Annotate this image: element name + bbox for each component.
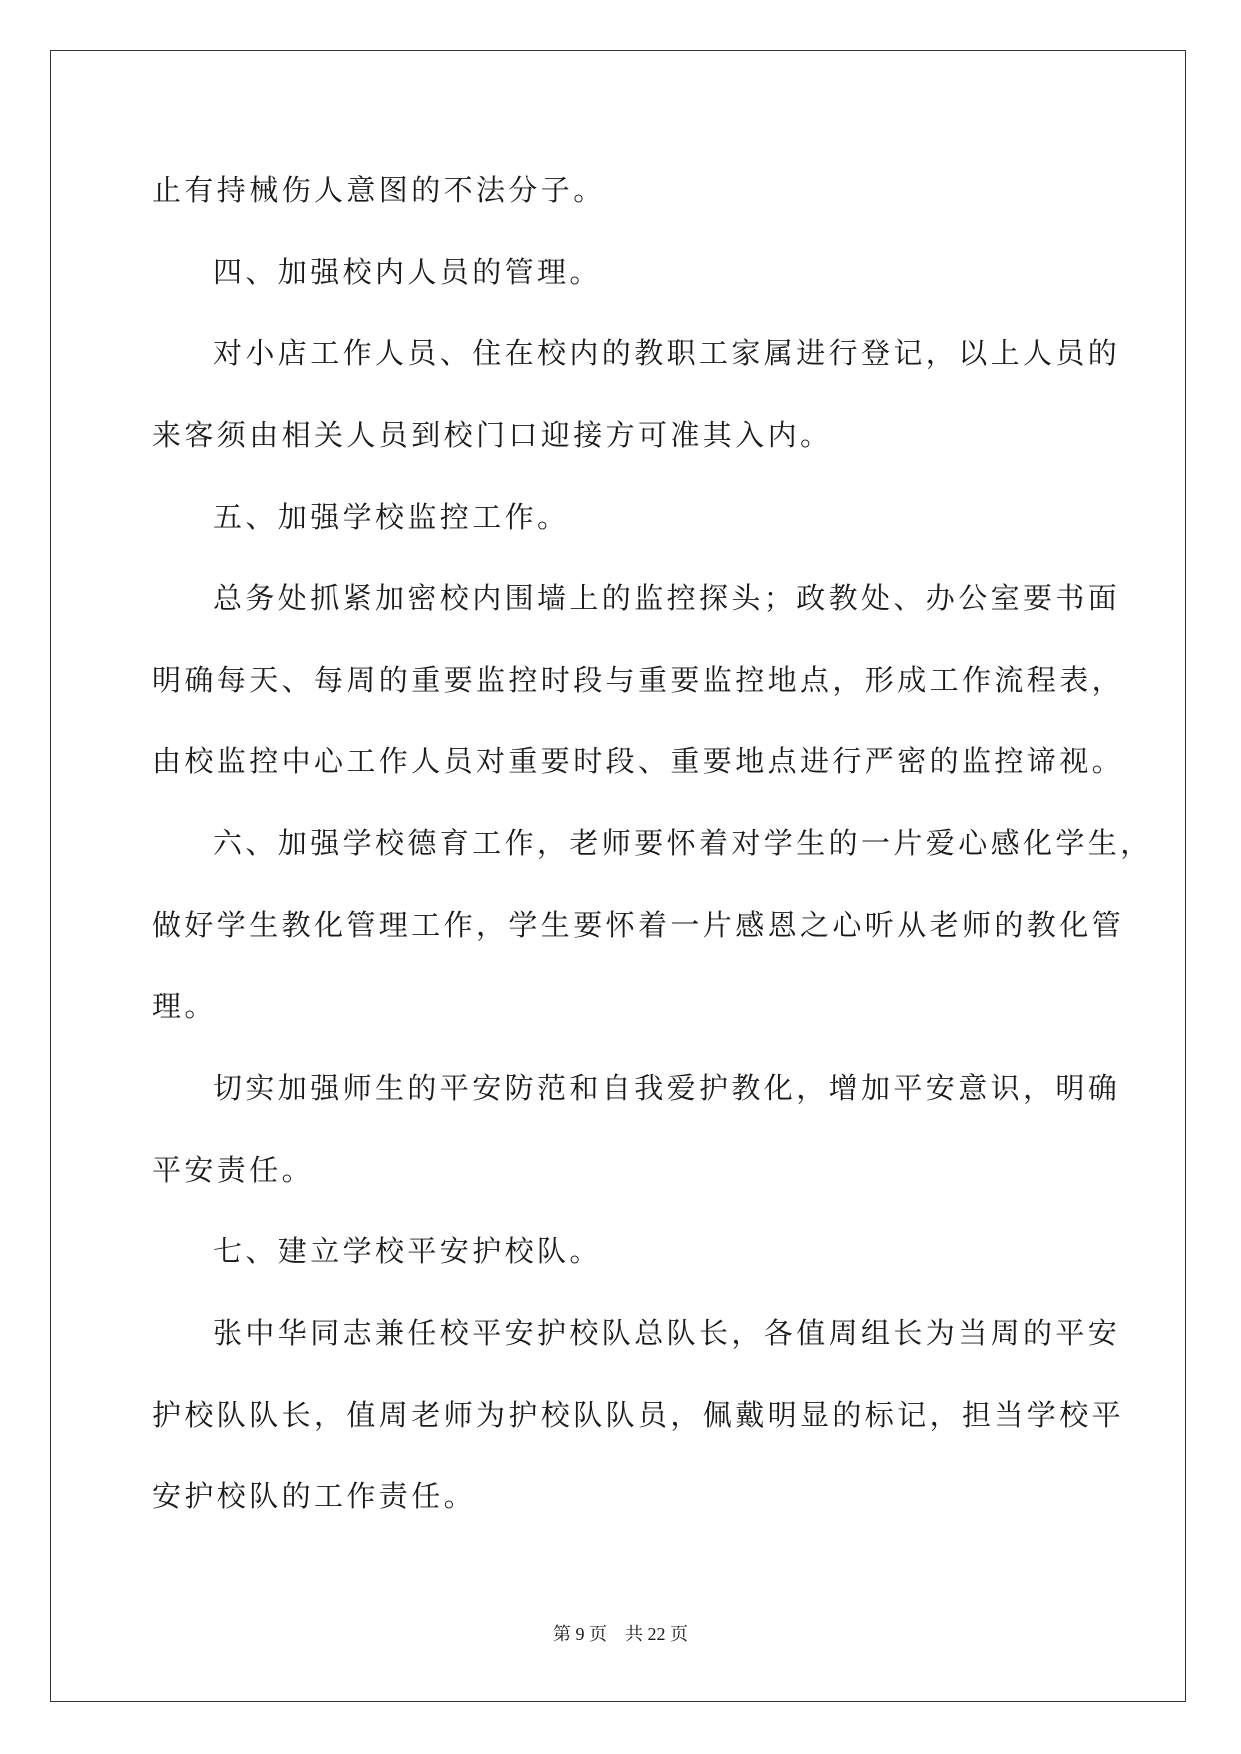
body-line: 对小店工作人员、住在校内的教职工家属进行登记，以上人员的: [213, 336, 1121, 370]
body-line: 张中华同志兼任校平安护校队总队长，各值周组长为当周的平安: [213, 1316, 1121, 1350]
body-line: 来客须由相关人员到校门口迎接方可准其入内。: [152, 418, 833, 452]
body-line: 由校监控中心工作人员对重要时段、重要地点进行严密的监控谛视。: [152, 744, 1125, 778]
body-line: 六、加强学校德育工作，老师要怀着对学生的一片爱心感化学生，: [213, 826, 1153, 860]
body-line: 理。: [152, 989, 217, 1023]
body-line: 五、加强学校监控工作。: [213, 500, 570, 534]
body-line: 七、建立学校平安护校队。: [213, 1234, 602, 1268]
body-line: 做好学生教化管理工作，学生要怀着一片感恩之心听从老师的教化管: [152, 908, 1125, 942]
body-line: 止有持械伤人意图的不法分子。: [152, 173, 606, 207]
body-line: 明确每天、每周的重要监控时段与重要监控地点，形成工作流程表，: [152, 663, 1125, 697]
page-footer: 第 9 页 共 22 页: [553, 1624, 688, 1644]
body-line: 总务处抓紧加密校内围墙上的监控探头；政教处、办公室要书面: [213, 581, 1121, 615]
body-line: 切实加强师生的平安防范和自我爱护教化，增加平安意识，明确: [213, 1071, 1121, 1105]
body-line: 平安责任。: [152, 1153, 315, 1187]
page-border: [50, 50, 1186, 1702]
body-line: 护校队队长，值周老师为护校队队员，佩戴明显的标记，担当学校平: [152, 1398, 1125, 1432]
body-line: 安护校队的工作责任。: [152, 1479, 477, 1513]
body-line: 四、加强校内人员的管理。: [213, 255, 602, 289]
